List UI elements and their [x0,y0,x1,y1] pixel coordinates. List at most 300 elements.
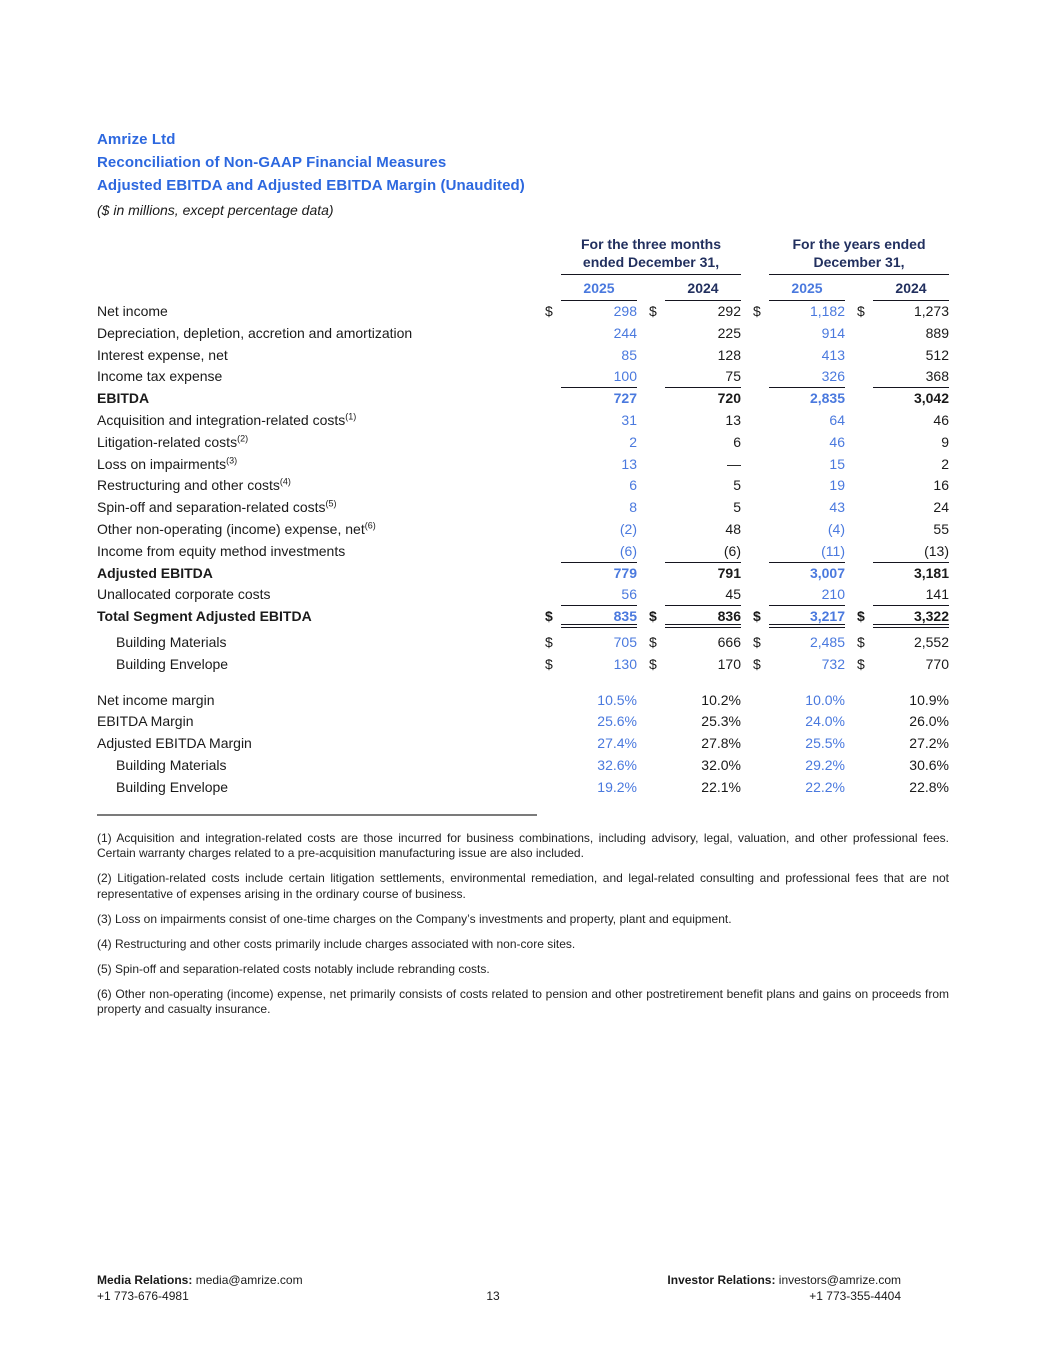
cell-value: 25.6% [597,713,637,730]
cell-value: 30.6% [909,756,949,773]
value-group [649,519,741,541]
cell-value: 16 [933,477,949,494]
dollar-spacer [649,277,665,301]
footnote: (2) Litigation-related costs include certain litigation settlements, environmental remediation, and legal-related consulting and professional fees that are not representative of expenses arising in the ordinary course of business. [97,871,949,901]
row-label: Depreciation, depletion, accretion and amortization [97,324,413,341]
dollar-sign: $ [649,633,657,650]
value-group [649,432,741,454]
media-relations-block [97,1272,303,1304]
cell-value: 244 [613,324,637,341]
cell-value: 100 [561,366,637,388]
media-relations-label: Media Relations: [97,1273,193,1287]
cell-value: 10.9% [909,691,949,708]
dollar-spacer [753,432,769,454]
cell-value: 56 [561,584,637,606]
value-group [545,733,637,755]
cell-value: 727 [613,390,637,407]
cell-value: 225 [717,324,741,341]
value-group [649,388,741,410]
cell-value: 779 [613,564,637,581]
row-label: Interest expense, net [97,346,228,363]
cell-value: 3,217 [769,606,845,628]
value-group [649,654,741,676]
dollar-spacer [857,410,873,432]
value-group [649,606,741,628]
value-group [857,323,949,345]
value-group [753,366,845,388]
column-group-label-line2: December 31, [813,254,905,270]
value-group [857,755,949,777]
value-group [857,733,949,755]
value-group [857,654,949,676]
dollar-spacer [649,410,665,432]
dollar-spacer [649,388,665,410]
value-group [545,541,637,563]
value-group [753,410,845,432]
value-group [857,519,949,541]
row-label: Building Envelope [116,778,229,795]
dollar-spacer [857,733,873,755]
dollar-spacer [649,345,665,367]
cell-value: 27.8% [701,735,741,752]
value-group [545,366,637,388]
value-group [753,475,845,497]
table-body [97,301,949,799]
value-group [857,475,949,497]
value-group [545,755,637,777]
value-group [753,584,845,606]
cell-value: 836 [665,606,741,628]
table-row [97,301,949,323]
value-group [857,366,949,388]
cell-value: 292 [717,303,741,319]
cell-value: — [727,455,741,472]
footnote: (5) Spin-off and separation-related costs notably include rebranding costs. [97,961,490,976]
value-group [649,301,741,323]
dollar-spacer [545,366,561,388]
value-group [857,563,949,585]
cell-value: 298 [613,303,637,319]
cell-value: 770 [925,655,949,672]
table-row [97,711,949,733]
value-group [649,366,741,388]
value-group [545,606,637,628]
value-group [857,497,949,519]
cell-value: 130 [613,655,637,672]
table-row [97,388,949,410]
cell-value: 6 [733,433,741,450]
dollar-sign: $ [753,655,761,672]
company-name: Amrize Ltd [97,131,176,148]
cell-value: (2) [619,520,637,537]
cell-value: 5 [733,477,741,494]
dollar-spacer [753,541,769,563]
dollar-spacer [857,563,873,585]
value-group [857,454,949,476]
column-group-label-line2: ended December 31, [582,254,720,270]
table-row [97,432,949,454]
years-header-row [97,277,949,301]
dollar-spacer [753,690,769,712]
dollar-sign: $ [753,303,761,319]
value-group [753,432,845,454]
value-group [753,454,845,476]
value-group [649,475,741,497]
value-group [649,632,741,654]
page-number: 13 [486,1289,500,1303]
cell-value: 9 [941,433,949,450]
table-row [97,777,949,799]
dollar-spacer [753,475,769,497]
dollar-spacer [545,519,561,541]
cell-value: 22.1% [701,778,741,795]
value-group [545,454,637,476]
value-group [545,475,637,497]
dollar-spacer [857,432,873,454]
row-label: EBITDA Margin [97,713,194,730]
dollar-spacer [753,345,769,367]
dollar-spacer [649,497,665,519]
cell-value: 210 [769,584,845,606]
value-group [753,323,845,345]
dollar-spacer [753,410,769,432]
cell-value: 32.0% [701,756,741,773]
footnote-ref: (3) [226,454,238,465]
dollar-spacer [857,711,873,733]
row-label: Building Materials [116,633,227,650]
dollar-spacer [649,432,665,454]
dollar-sign: $ [753,608,761,625]
cell-value: 141 [873,584,949,606]
cell-value: 914 [821,324,845,341]
dollar-spacer [545,563,561,585]
dollar-sign: $ [649,655,657,672]
dollar-spacer [649,519,665,541]
value-group [649,777,741,799]
dollar-sign: $ [857,655,865,672]
value-group [753,541,845,563]
cell-value: 45 [665,584,741,606]
cell-value: 43 [829,499,845,516]
dollar-spacer [857,690,873,712]
row-label: EBITDA [97,390,150,407]
cell-value: (11) [769,541,845,563]
table-column-group-header [97,235,949,275]
dollar-spacer [545,777,561,799]
value-group [857,388,949,410]
dollar-spacer [545,410,561,432]
dollar-spacer [649,584,665,606]
dollar-spacer [649,563,665,585]
cell-value: 1,273 [913,303,949,319]
dollar-spacer [857,777,873,799]
cell-value: 15 [829,455,845,472]
dollar-spacer [857,519,873,541]
cell-value: (13) [873,541,949,563]
dollar-spacer [649,323,665,345]
value-group [649,755,741,777]
cell-value: 26.0% [909,713,949,730]
value-group [545,345,637,367]
value-group [753,606,845,628]
page-footer [97,1272,949,1312]
table-row [97,366,949,388]
footnote-ref: (2) [237,433,249,444]
cell-value: 326 [769,366,845,388]
value-group [753,563,845,585]
year-header: 2024 [665,277,741,301]
dollar-spacer [753,519,769,541]
table-row [97,606,949,628]
dollar-spacer [649,366,665,388]
cell-value: 368 [873,366,949,388]
value-group [857,584,949,606]
dollar-spacer [649,755,665,777]
row-label: Unallocated corporate costs [97,586,271,603]
dollar-sign: $ [545,633,553,650]
dollar-spacer [857,541,873,563]
column-group-label-line1: For the three months [580,236,721,252]
row-label: Litigation-related costs$^{(2)}$ [97,433,249,450]
media-relations-line [97,1272,303,1288]
cell-value: 46 [829,433,845,450]
value-group [857,410,949,432]
cell-value: 8 [629,499,637,516]
cell-value: 2 [629,433,637,450]
row-label: Adjusted EBITDA [97,564,213,581]
cell-value: 13 [725,411,741,428]
table-row [97,690,949,712]
footnote: (6) Other non-operating (income) expense, net primarily consists of costs related to pension and other postretirement benefit plans and gains on proceeds from property and casualty insurance. [97,986,949,1017]
value-group [857,711,949,733]
cell-value: 889 [925,324,949,341]
value-group [649,690,741,712]
value-group [649,323,741,345]
cell-value: 3,042 [913,390,949,407]
cell-value: 170 [717,655,741,672]
row-label: Net income margin [97,691,215,708]
cell-value: 2,835 [809,390,845,407]
value-group [649,584,741,606]
cell-value: 27.4% [597,735,637,752]
dollar-spacer [857,584,873,606]
dollar-spacer [649,733,665,755]
row-label: Net income [97,303,168,319]
value-group [649,711,741,733]
dollar-spacer [753,277,769,301]
dollar-spacer [753,584,769,606]
footnote-divider [97,814,537,816]
value-group [857,345,949,367]
investor-relations-block [667,1272,901,1304]
value-group [753,345,845,367]
table-row [97,475,949,497]
dollar-spacer [753,711,769,733]
dollar-spacer [649,777,665,799]
dollar-spacer [857,323,873,345]
value-group [545,323,637,345]
column-group-three-months [545,235,741,275]
value-group [649,733,741,755]
cell-value: 2 [941,455,949,472]
cell-value: 2,552 [913,633,949,650]
cell-value: (6) [561,541,637,563]
cell-value: 25.3% [701,713,741,730]
report-title: Reconciliation of Non-GAAP Financial Measures [97,154,447,171]
footnote: (3) Loss on impairments consist of one-time charges on the Company’s investments and property, plant and equipment. [97,911,732,926]
investor-relations-label: Investor Relations: [667,1273,776,1287]
dollar-spacer [545,277,561,301]
table-row [97,632,949,654]
value-group [857,541,949,563]
table-row [97,519,949,541]
value-group [649,563,741,585]
row-label: Income tax expense [97,368,223,385]
dollar-sign: $ [649,608,657,625]
dollar-sign: $ [857,303,865,319]
dollar-spacer [545,388,561,410]
table-row [97,454,949,476]
dollar-spacer [649,541,665,563]
dollar-spacer [545,345,561,367]
value-group [857,606,949,628]
column-group-label [769,235,949,275]
value-group [857,432,949,454]
year-header: 2024 [873,277,949,301]
footnote: (1) Acquisition and integration-related costs are those incurred for business combinations, including advisory, legal, valuation, and other professional fees. Certain warranty charges related to a pre-acquisition manufacturing issue are also included. [97,830,949,861]
cell-value: 64 [829,411,845,428]
dollar-spacer [545,475,561,497]
table-row [97,541,949,563]
value-group [649,345,741,367]
value-group [545,711,637,733]
dollar-spacer [753,777,769,799]
column-group-years-ended [753,235,949,275]
cell-value: 13 [621,455,637,472]
row-label: Total Segment Adjusted EBITDA [97,608,312,625]
table-row [97,345,949,367]
cell-value: 3,007 [809,564,845,581]
row-label: Building Materials [116,756,227,773]
cell-value: 22.2% [805,778,845,795]
value-group [857,690,949,712]
cell-value: 512 [925,346,949,363]
dollar-spacer [649,475,665,497]
dollar-spacer [545,755,561,777]
cell-value: 413 [821,346,845,363]
cell-value: (4) [827,520,845,537]
table-row [97,323,949,345]
dollar-spacer [857,475,873,497]
media-email: media@amrize.com [192,1273,303,1287]
report-subtitle: Adjusted EBITDA and Adjusted EBITDA Margin (Unaudited) [97,177,525,194]
table-row [97,654,949,676]
cell-value: 48 [725,520,741,537]
cell-value: 19.2% [597,778,637,795]
report-header [97,128,949,197]
table-row [97,563,949,585]
footnote: (4) Restructuring and other costs primarily include charges associated with non-core sites. [97,936,576,951]
dollar-spacer [857,277,873,301]
dollar-spacer [857,388,873,410]
footnote-ref: (5) [325,498,337,509]
row-label: Building Envelope [116,655,229,672]
dollar-sign: $ [649,303,657,319]
cell-value: 27.2% [909,735,949,752]
footnotes-section [97,831,949,1018]
value-group [753,519,845,541]
value-group [857,301,949,323]
cell-value: 791 [717,564,741,581]
cell-value: 3,322 [873,606,949,628]
dollar-spacer [753,323,769,345]
table-row [97,410,949,432]
year-column [753,277,845,301]
value-group [545,690,637,712]
value-group [545,388,637,410]
dollar-sign: $ [545,608,553,625]
cell-value: 1,182 [809,303,845,319]
year-column [545,277,637,301]
dollar-spacer [545,497,561,519]
year-header: 2025 [769,277,845,301]
value-group [753,755,845,777]
cell-value: 666 [717,633,741,650]
cell-value: 31 [621,411,637,428]
cell-value: 24 [933,499,949,516]
media-phone: +1 773-676-4981 [97,1289,189,1303]
row-label: Loss on impairments$^{(3)}$ [97,454,238,472]
value-group [649,541,741,563]
units-note: ($ in millions, except percentage data) [97,202,334,218]
cell-value: 10.0% [805,691,845,708]
cell-value: (6) [665,541,741,563]
cell-value: 55 [933,520,949,537]
dollar-sign: $ [753,633,761,650]
dollar-sign: $ [545,655,553,672]
dollar-spacer [649,690,665,712]
cell-value: 720 [717,390,741,407]
row-label: Adjusted EBITDA Margin [97,735,252,752]
financial-table [97,235,949,799]
value-group [649,454,741,476]
row-label: Other non-operating (income) expense, net$^{(6)}$ [97,520,376,537]
value-group [545,632,637,654]
dollar-spacer [753,755,769,777]
dollar-spacer [753,733,769,755]
dollar-spacer [857,366,873,388]
value-group [753,711,845,733]
dollar-spacer [857,454,873,476]
cell-value: 32.6% [597,756,637,773]
value-group [545,519,637,541]
dollar-spacer [857,755,873,777]
value-group [545,654,637,676]
dollar-sign: $ [857,633,865,650]
cell-value: 128 [717,346,741,363]
row-label: Restructuring and other costs$^{(4)}$ [97,476,291,494]
cell-value: 22.8% [909,778,949,795]
value-group [545,432,637,454]
cell-value: 732 [821,655,845,672]
cell-value: 10.2% [701,691,741,708]
cell-value: 46 [933,411,949,428]
dollar-spacer [545,733,561,755]
cell-value: 5 [733,499,741,516]
value-group [753,388,845,410]
header-spacer [97,277,533,301]
page-content [97,128,949,1027]
